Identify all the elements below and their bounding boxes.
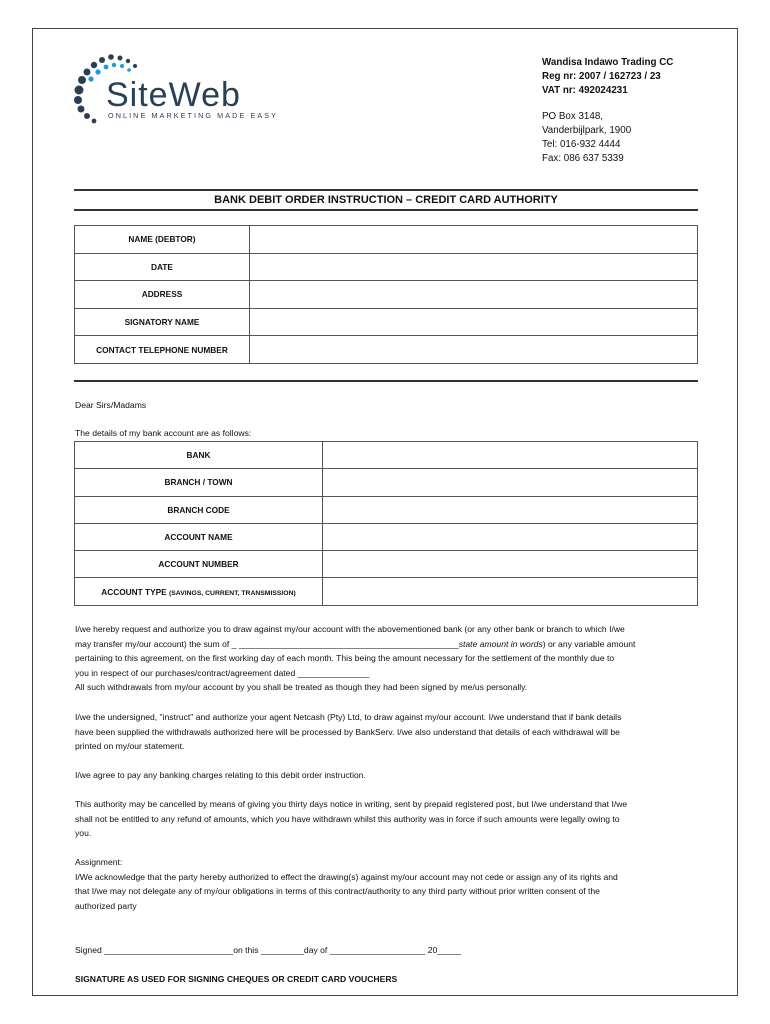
branch-code-input-cell[interactable] [323, 496, 698, 523]
netcash-paragraph [75, 710, 697, 754]
company-vat: VAT nr: 492024231 [542, 85, 628, 96]
field-label-name: NAME (DEBTOR) [75, 226, 250, 254]
field-label-bank: BANK [75, 442, 323, 469]
title-top-rule [74, 189, 698, 191]
signatory-input-cell[interactable] [250, 308, 698, 336]
field-label-address: ADDRESS [75, 281, 250, 309]
signed-line: Signed ___________________________on this _________day of ____________________ 20_____ [75, 945, 462, 955]
text-line: This authority may be cancelled by means of giving you thirty days notice in writing, sent by prepaid registered post, but I/we understand that I/we [75, 799, 628, 809]
logo-wordmark: SiteWeb [106, 76, 241, 114]
signature-note: SIGNATURE AS USED FOR SIGNING CHEQUES OR CREDIT CARD VOUCHERS [75, 974, 398, 984]
amount-blank: may transfer my/our account) the sum of _ ______________________________________________ [75, 638, 459, 649]
company-name: Wandisa Indawo Trading CC [542, 57, 674, 68]
bank-intro: The details of my bank account are as follows: [75, 428, 252, 438]
text-line: I/We acknowledge that the party hereby authorized to effect the drawing(s) against my/our account may not cede or assign any of its rights and [75, 871, 618, 882]
greeting: Dear Sirs/Madams [75, 400, 147, 410]
table-row [75, 308, 698, 336]
text-line: that I/we may not delegate any of my/our obligations in terms of this contract/authority to any third party without prior written consent of the [75, 886, 600, 897]
table-row [75, 281, 698, 309]
debtor-details-table [74, 225, 698, 364]
bank-input-cell[interactable] [323, 442, 698, 469]
date-input-cell[interactable] [250, 253, 698, 281]
text-line: All such withdrawals from my/our account by you shall be treated as though they had been signed by me/us personally. [75, 682, 528, 693]
branch-input-cell[interactable] [323, 469, 698, 496]
text-line: pertaining to this agreement, on the first working day of each month. This being the amount necessary for the settlement of the monthly due to [75, 653, 615, 664]
table-row [75, 523, 698, 550]
form-title: BANK DEBIT ORDER INSTRUCTION – CREDIT CARD AUTHORITY [214, 194, 558, 206]
text-line: authorized party [75, 900, 137, 911]
assignment-paragraph [75, 855, 697, 913]
field-label-account-name: ACCOUNT NAME [75, 523, 323, 550]
text-line: printed on my/our statement. [75, 741, 185, 752]
amount-hint: state amount in words [458, 638, 543, 649]
field-label-account-number: ACCOUNT NUMBER [75, 551, 323, 578]
account-type-input-cell[interactable] [323, 578, 698, 605]
company-city: Vanderbijlpark, 1900 [542, 125, 632, 136]
text-line: have been supplied the withdrawals authorized here will be processed by BankServ. I/we also understand that details of each withdrawal will be [75, 726, 620, 737]
authorization-paragraph [75, 622, 697, 695]
table-row [75, 336, 698, 364]
address-input-cell[interactable] [250, 281, 698, 309]
field-label-phone: CONTACT TELEPHONE NUMBER [75, 336, 250, 364]
account-name-input-cell[interactable] [323, 523, 698, 550]
account-number-input-cell[interactable] [323, 551, 698, 578]
table-row [75, 578, 698, 605]
siteweb-logo [70, 52, 310, 132]
account-type-label: ACCOUNT TYPE [101, 586, 169, 597]
field-label-branch-code: BRANCH CODE [75, 496, 323, 523]
table-row [75, 496, 698, 523]
company-reg: Reg nr: 2007 / 162723 / 23 [542, 71, 661, 82]
table-row [75, 226, 698, 254]
company-details [542, 56, 673, 166]
company-tel: Tel: 016-932 4444 [542, 139, 621, 150]
field-label-branch: BRANCH / TOWN [75, 469, 323, 496]
field-label-signatory: SIGNATORY NAME [75, 308, 250, 336]
name-input-cell[interactable] [250, 226, 698, 254]
section-rule [74, 380, 698, 382]
table-row [75, 469, 698, 496]
company-po-box: PO Box 3148, [542, 111, 603, 122]
bank-details-table [74, 441, 698, 606]
text-line: you in respect of our purchases/contract/agreement dated _______________ [75, 667, 370, 678]
field-label-account-type [75, 578, 323, 605]
phone-input-cell[interactable] [250, 336, 698, 364]
charges-paragraph: I/we agree to pay any banking charges relating to this debit order instruction. [75, 770, 366, 780]
field-label-date: DATE [75, 253, 250, 281]
account-type-options: (SAVINGS, CURRENT, TRANSMISSION) [169, 589, 296, 597]
table-row [75, 442, 698, 469]
title-bottom-rule [74, 209, 698, 211]
text-line [75, 637, 697, 652]
text-line: I/we hereby request and authorize you to draw against my/our account with the abovementioned bank (or any other bank or branch to which I/we [75, 624, 625, 634]
text-line: shall not be entitled to any refund of amounts, which you have withdrawn whilst this authority was in force if such amounts were legally owing to [75, 813, 620, 824]
table-row [75, 253, 698, 281]
assignment-heading: Assignment: [75, 857, 123, 867]
logo-tagline: ONLINE MARKETING MADE EASY [108, 111, 279, 120]
cancellation-paragraph [75, 797, 697, 841]
table-row [75, 551, 698, 578]
text-line: I/we the undersigned, "instruct" and authorize your agent Netcash (Pty) Ltd, to draw against my/our account. I/we understand that if bank details [75, 712, 622, 722]
company-fax: Fax: 086 637 5339 [542, 153, 624, 164]
text-line: you. [75, 828, 92, 839]
amount-tail: ) or any variable amount [542, 638, 636, 649]
